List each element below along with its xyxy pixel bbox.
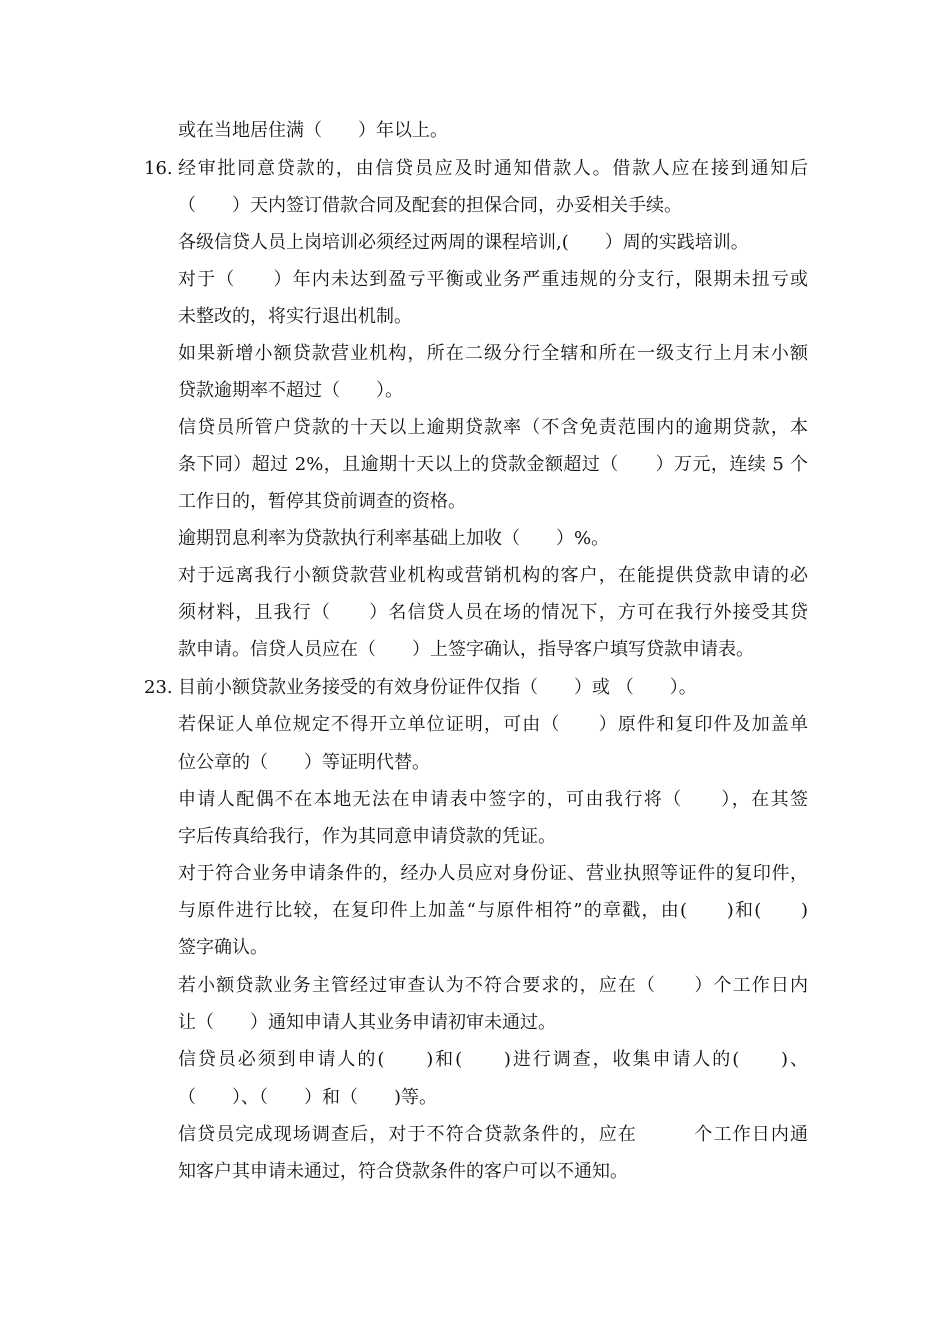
text-line: 若保证人单位规定不得开立单位证明，可由（ ）原件和复印件及加盖单 xyxy=(178,714,808,735)
text-line: 知客户其申请未通过，符合贷款条件的客户可以不通知。 xyxy=(178,1161,628,1182)
text-line: 款申请。信贷人员应在（ ）上签字确认，指导客户填写贷款申请表。 xyxy=(178,639,754,660)
text-line: 目前小额贷款业务接受的有效身份证件仅指（ ）或 （ ）。 xyxy=(178,677,697,698)
text-line: 经审批同意贷款的，由信贷员应及时通知借款人。借款人应在接到通知后 xyxy=(178,158,808,179)
text-line: 签字确认。 xyxy=(178,937,268,958)
text-line: 对于符合业务申请条件的，经办人员应对身份证、营业执照等证件的复印件， xyxy=(178,863,808,884)
text-line: 字后传真给我行，作为其同意申请贷款的凭证。 xyxy=(178,826,556,847)
text-line: 信贷员所管户贷款的十天以上逾期贷款率（不含免责范围内的逾期贷款，本 xyxy=(178,417,808,438)
text-line: 对于远离我行小额贷款营业机构或营销机构的客户，在能提供贷款申请的必 xyxy=(178,565,808,586)
text-line: 信贷员完成现场调查后，对于不符合贷款条件的，应在 个工作日内通 xyxy=(178,1124,808,1145)
text-line: 申请人配偶不在本地无法在申请表中签字的，可由我行将（ ），在其签 xyxy=(178,789,808,810)
text-line: 各级信贷人员上岗培训必须经过两周的课程培训,( ）周的实践培训。 xyxy=(178,232,749,253)
text-line: 位公章的（ ）等证明代替。 xyxy=(178,752,430,773)
text-line: 或在当地居住满（ ）年以上。 xyxy=(178,120,448,141)
text-line: 信贷员必须到申请人的( )和( )进行调查，收集申请人的( )、 xyxy=(178,1049,808,1070)
text-line: 让（ ）通知申请人其业务申请初审未通过。 xyxy=(178,1012,556,1033)
text-line: （ ）、（ ）和（ )等。 xyxy=(178,1087,438,1108)
text-line: 如果新增小额贷款营业机构，所在二级分行全辖和所在一级支行上月末小额 xyxy=(178,343,808,364)
text-line: （ ）天内签订借款合同及配套的担保合同，办妥相关手续。 xyxy=(178,195,682,216)
text-line: 未整改的，将实行退出机制。 xyxy=(178,306,412,327)
text-line: 与原件进行比较，在复印件上加盖“与原件相符”的章戳，由( )和( ) xyxy=(178,900,808,921)
item-number: 23. xyxy=(144,677,173,698)
text-line: 工作日的，暂停其贷前调查的资格。 xyxy=(178,491,466,512)
text-line: 逾期罚息利率为贷款执行利率基础上加收（ ）%。 xyxy=(178,528,610,549)
item-number: 16. xyxy=(144,158,173,179)
text-line: 须材料，且我行（ ）名信贷人员在场的情况下，方可在我行外接受其贷 xyxy=(178,602,808,623)
text-line: 条下同）超过 2%，且逾期十天以上的贷款金额超过（ ）万元，连续 5 个 xyxy=(178,454,808,475)
text-line: 对于（ ）年内未达到盈亏平衡或业务严重违规的分支行，限期未扭亏或 xyxy=(178,269,808,290)
text-line: 贷款逾期率不超过（ ）。 xyxy=(178,380,403,401)
text-line: 若小额贷款业务主管经过审查认为不符合要求的，应在（ ）个工作日内 xyxy=(178,975,808,996)
